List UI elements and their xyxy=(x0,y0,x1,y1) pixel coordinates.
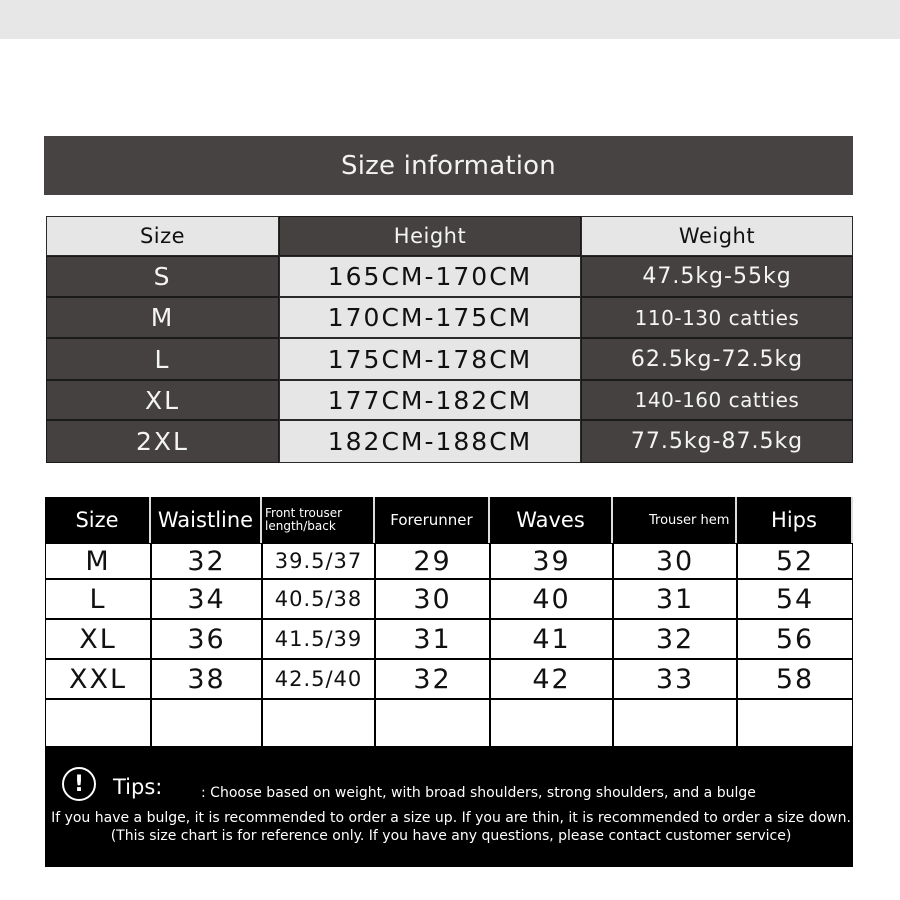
t1-header-size: Size xyxy=(46,216,279,256)
size-height-weight-table xyxy=(46,216,853,463)
t1-height-cell: 177CM-182CM xyxy=(279,380,581,420)
t2-cell: 41 xyxy=(490,619,613,659)
t2-cell: 32 xyxy=(613,619,737,659)
t2-cell: 39 xyxy=(490,543,613,579)
tips-title: Tips: xyxy=(113,775,163,799)
banner-title: Size information xyxy=(341,150,556,181)
t2-header-hips: Hips xyxy=(737,497,853,543)
t1-weight-cell: 62.5kg-72.5kg xyxy=(581,338,853,380)
t2-cell: 33 xyxy=(613,659,737,699)
t2-cell: M xyxy=(45,543,151,579)
t2-cell: 30 xyxy=(613,543,737,579)
t1-weight-cell: 47.5kg-55kg xyxy=(581,256,853,297)
t2-cell: 52 xyxy=(737,543,853,579)
t2-cell: 31 xyxy=(375,619,490,659)
t2-empty-cell xyxy=(737,699,853,747)
t2-cell: 41.5/39 xyxy=(262,619,375,659)
t1-height-cell: 170CM-175CM xyxy=(279,297,581,338)
t2-empty-cell xyxy=(490,699,613,747)
t2-header-size: Size xyxy=(45,497,151,543)
t2-header-trouser-hem: Trouser hem xyxy=(613,497,737,543)
t1-size-cell: L xyxy=(46,338,279,380)
tips-line-2: If you have a bulge, it is recommended to order a size up. If you are thin, it is recommended to order a size down. (This size chart is for reference only. If you have any questions, please contact customer service) xyxy=(51,810,851,844)
t2-cell: 39.5/37 xyxy=(262,543,375,579)
t1-weight-cell: 110-130 catties xyxy=(581,297,853,338)
t2-cell: 54 xyxy=(737,579,853,619)
t2-cell: 42 xyxy=(490,659,613,699)
t2-cell: 36 xyxy=(151,619,262,659)
t2-cell: 40.5/38 xyxy=(262,579,375,619)
t2-cell: 29 xyxy=(375,543,490,579)
tips-line-1: : Choose based on weight, with broad shoulders, strong shoulders, and a bulge xyxy=(201,785,756,801)
t2-cell: 38 xyxy=(151,659,262,699)
t2-cell: L xyxy=(45,579,151,619)
t1-height-cell: 175CM-178CM xyxy=(279,338,581,380)
t2-cell: XXL xyxy=(45,659,151,699)
t2-cell: 31 xyxy=(613,579,737,619)
top-strip xyxy=(0,0,900,39)
measurement-table xyxy=(45,497,853,747)
size-info-banner xyxy=(44,136,853,195)
t2-cell: 32 xyxy=(151,543,262,579)
t2-cell: 30 xyxy=(375,579,490,619)
exclamation-icon: ! xyxy=(62,767,96,801)
t2-header-front-trouser: Front trouser length/back xyxy=(262,497,375,543)
t2-header-waves: Waves xyxy=(490,497,613,543)
t2-header-waistline: Waistline xyxy=(151,497,262,543)
t1-weight-cell: 140-160 catties xyxy=(581,380,853,420)
t2-empty-cell xyxy=(375,699,490,747)
t1-size-cell: 2XL xyxy=(46,420,279,463)
t2-cell: 58 xyxy=(737,659,853,699)
t2-cell: 42.5/40 xyxy=(262,659,375,699)
t1-height-cell: 165CM-170CM xyxy=(279,256,581,297)
t2-cell: 56 xyxy=(737,619,853,659)
t1-weight-cell: 77.5kg-87.5kg xyxy=(581,420,853,463)
t2-cell: XL xyxy=(45,619,151,659)
t1-header-weight: Weight xyxy=(581,216,853,256)
tips-box xyxy=(45,747,853,867)
t1-size-cell: S xyxy=(46,256,279,297)
t2-empty-cell xyxy=(45,699,151,747)
t1-header-height: Height xyxy=(279,216,581,256)
t2-header-forerunner: Forerunner xyxy=(375,497,490,543)
t2-cell: 32 xyxy=(375,659,490,699)
t2-cell: 40 xyxy=(490,579,613,619)
t2-empty-cell xyxy=(613,699,737,747)
t1-height-cell: 182CM-188CM xyxy=(279,420,581,463)
t2-empty-cell xyxy=(262,699,375,747)
t2-empty-cell xyxy=(151,699,262,747)
t1-size-cell: M xyxy=(46,297,279,338)
t2-cell: 34 xyxy=(151,579,262,619)
t1-size-cell: XL xyxy=(46,380,279,420)
